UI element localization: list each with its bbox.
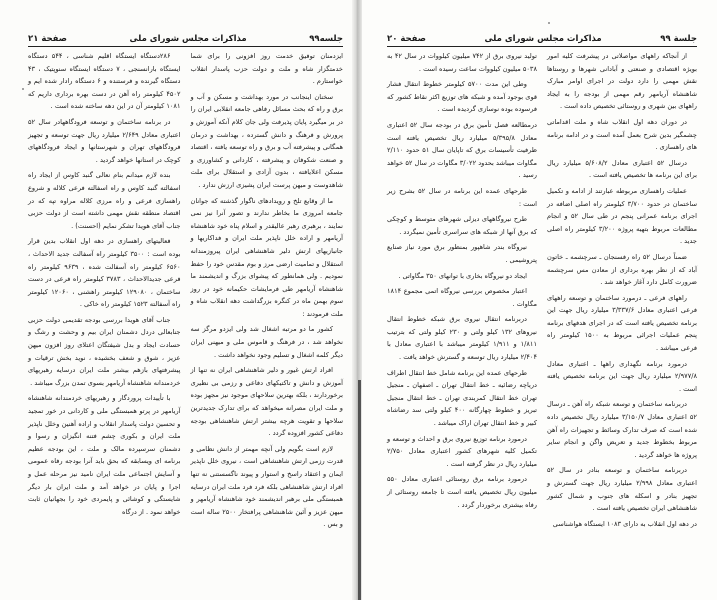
paragraph: درمورد برنامه توزیع نیروی برق و احداث و توسعه و تکمیل کلیه شهرهای کشور اعتباری معادل ۲/۷۵۰ میلیارد ریال در نظر گرفته است . [387,434,537,468]
paragraph: در دهه اول انقلاب به دارای ۱۰۸۳ ایستگاه هواشناسی [552,519,697,528]
text-column-right [387,50,537,600]
paragraph: جناب آقای هویدا بررسی بودجه تقدیمی دولت حزبی جنابعالی دردل دشمنان ایران بیم و وحشت و رشگ و حسادت ایجاد و بدل شیفتگان اعتلای روز افزون میهن عزیز ، شوق و شعف بخشیده ، نوید بخش ترقیات و پیشرفتهای بازهم بیشتر ملت ایران درسایه رهبریهای خردمندانه شاهنشاه آریامهر بسوی تمدن بزرگ میباشد . [28,315,181,387]
right-page-columns [387,50,697,600]
paragraph: افراد ارتش غیور و دلیر شاهنشاهی ایران نه تنها از آموزش و دانش و تاکتیکهای دفاعی و رزمی بی نظیری برخوردارند ، بلکه بهترین سلاحهای موجود نیز مجهز بوده و ملت ایران مصرانه میخواهد که برای تدارک جدیدترین سلاحها و تقویت هرچه بیشتر ارتش شاهنشاهی بودجه دفاعی کشور افزوده گردد . [190,366,343,438]
paragraph: ایزدمنان توفیق خدمت روز افزونی را برای شما خدمتگزار شاه و ملت و دولت حزب پاسدار انقلاب خواستارم . [190,52,343,86]
left-page [0,0,357,600]
binding-edge [358,380,361,600]
scan-speck [22,88,24,90]
paragraph: بنده لازم میدانم بنام نعالی گنبد کاوس از ایجاد راه اسفالته گنبد کاوس و راه اسفالته فرعی کلاله و شروع راهسازی فرعی و راه مرزی کلاله مراوه تپه که در اقتصاد منطقه نقش مهمی داشته است از دولت حزبی جناب آقای هویدا تشکر نمایم (احسنت) . [28,171,181,230]
right-page-header [387,30,697,47]
paragraph: اعتبار مخصوص بررسی نیروگاه اتمی مجموع ۱۸۱۴ مگاوات . [387,287,537,308]
paragraph: ما از وقایع تلخ و رویدادهای ناگوار گذشته که جوانان جامعه امروزی ما بخاطر ندارند و تصور آنرا نیز نمی نمایند ، برهبری رهبر عالیقدر و اسلام پناه خود شاهنشاه آریامهر و اراده خلل ناپذیر ملت ایران و فداکاریها و جانبازیهای ارتش دلیر شاهنشاهی ایران پیروزمندانه استقلال و تمامیت ارضی مرز و بوم مقدس خود را حفظ نمودیم . ولی همانطور که پیشوای بزرگ و اندیشمند ما شاهنشاه آریامهر طی فرمایشات حکیمانه خود در روز سوم بهمن ماه در کنگره بزرگداشت دهه انقلاب شاه و ملت فرمودند : [190,196,343,318]
paragraph: طرحهای عمده این برنامه شامل خط انتقال اطراف دریاچه رضائیه ـ خط انتقال تهران ـ اصفهان ـ منجیل تهران خط انتقال کمربندی تهران ـ خط انتقال منجیل تبریز و خطوط چهارگانه ۴۰۰ کیلو ولتی سد رضاشاه کبیر و خط انتقال تهران اراک میباشد . [387,368,537,428]
left-page-columns [28,50,343,600]
paragraph: وطی این مدت ۵۷۰۰ کیلومتر خطوط انتقال فشار قوی بوجود آمده و شبکه های توزیع اکثر نقاط کشور که فرسوده بوده نوسازی گردیده است . [387,80,537,114]
paragraph: در برنامه ساختمان و توسعه فرودگاههادر سال ۵۲ اعتباری معادل ۲/۶۴۹ میلیارد ریال جهت توسعه و تجهیز فرودگاههای تهران و شهرستانها و ایجاد فرودگاههای کوچک در استانها خواهد گردید . [28,117,181,164]
paragraph: دربرنامه ساختمان و توسعه شبکه راه آهن ـ درسال ۵۲ اعتباری معادل ۳/۱۵۰/۷ میلیارد ریال تخصیص داده شده است که صرف تدارک وسائط و تجهیزات راه آهن مربوط بخطوط جدید و تعریض واگن و انجام سایر پروژه ها خواهد گردید . [547,400,697,459]
paragraph: کشور ما دو مرتبه اشغال شد ولی ایزدو مرگز سه نخواهد شد ، در فرهنگ و قاموس ملی و میهنی ایران دیگر کلمه اشغال و تسلیم وجود نخواهد داشت . [190,325,343,359]
paragraph: درمطالعه فصل تأمین برق در بودجه سال ۵۲ اعتباری معادل ۵/۳۹۵/۸ میلیارد ریال تخصیص یافته است ظرفیت تأسیسات برق که تاپایان سال ۵۱ حدود ۲/۱۱۰ مگاوات میباشد بحدود ۳/۰۲۲ مگاوات در سال ۵۲ خواهد رسید . [387,120,538,180]
text-column-left [547,50,697,600]
paragraph: ایجاد دو نیروگاه بخاری با توانهای ۳۵۰ مگاواتی . [398,271,527,280]
left-page-header [28,30,343,47]
paragraph: لازم است بگویم ولی آنچه مهمتر از دانش نظامی و قدرت رزمی ارتش شاهنشاهی است ، نیروی خلل ناپذیر ایمان و اعتقاد راسخ و استوار و پیوند ناگسستنی نه تنها افراد ارتش شاهنشاهی بلکه فرد فرد ملت ایران درسایه همبستگی ملی برهبر اندیشمند خود شاهنشاه آریامهر و میهن عزیز و آئین شاهنشاهی پرافتخار ۲۵۰۰ ساله است و بس . [190,444,343,529]
text-column-left [191,50,344,600]
paragraph: عملیات راهسازی مربوطه عبارتند از ادامه و تکمیل ساختمان در حدود ۳/۷۰۰ کیلومتر راه اصلی اضافه در اجرای برنامه عمرانی پنجم در طی سال ۵۲ و انجام مطالعات مربوط بتهیه پروژه ۳/۲۰۰ کیلومتر راه اصلی جدید . [547,186,697,246]
paragraph: سخنان اینجانب در مورد بهداشت و مسکن و آب و برق و راه که بحث مسائل رفاهی جامعه انقلابی ایران را در بر میگیرد پایان پذیرفت ولی جان کلام آنکه آموزش و پرورش و فرهنگ و دانش گسترده ، بهداشت و درمان همگانی و پیشرفته آب و برق و راه توسعه یافته ، اقتصاد و صنعت شکوفان و پیشرفته ، کاردانی و کشاورزی و مسکن اعلایافته ، بدون آزادی و استقلال برای ملت شاهدوست و میهن پرست ایران پشیزی ارزش ندارد . [190,92,343,189]
paragraph: فعالیتهای راهسازی در دهه اول انقلاب بدین قرار بوده است : ۳۵۰۰ کیلومتر راه آسفالت جدید الاحداث ، ۶۵۶۰ کیلومتر راه آسفالت شده ، ۹۶۳۹ کیلومتر راه فرعی جدیدالاحداث ، ۳۷۸۳ کیلومتر راه فرعی در دست ساختمان ، ۱۲۹۰۸۰ کیلومتر راهشنی ، ۱۲۰۶۰ کیلومتر راه آسفالته ۱۵۲۳ کیلومتر راه خاکی . [28,237,181,309]
paragraph: دربرنامه انتقال نیروی برق شبکه خطوط انتقال نیروهای ۱۳۲ کیلو ولتی و ۲۳۰ کیلو ولتی که بترتیب ۱/۸۱۱ و ۱/۹۱۱ کیلومتر میباشد با اعتباری معادل با ۲/۴۰۴ میلیارد ریال توسعه و گسترش خواهد یافت . [387,315,538,362]
page-number: صفحة ۲۱ [28,34,67,44]
paragraph: ضمناً درسال ۵۲ راه رفسنجان ـ سرچشمه ـ خاتون آباد که از نظر بهره برداری از معادن مس سرچشمه ضرورت کامل دارد آغاز خواهد شد . [547,252,697,287]
paragraph: طرحهای عمده این برنامه در سال ۵۲ بشرح زیر است : [387,186,537,208]
running-title: مذاکرات مجلس شورای ملی [129,34,247,44]
scan-speck [548,22,550,24]
paragraph: ۲۸۶دستگاه ایستگاه اقلیم شناسی ، ۵۴۴ دستگاه ایستگاه بارانسنجی ، ۷ دستگاه ایستگاه سنوپتیک ، ۴۳ دستگاه گیرنده و فرستنده و ۶ دستگاه رادار شده ایم و ۴۵۰۲ کیلومتر راه آهن در دست بهره برداری داریم که ۱۰۸۱ کیلومتر آن در این دهه ساخته شده است . [28,52,181,111]
paragraph: درمورد برنامه نگهداری راهها ـ اعتباری معادل ۲/۹۷۷/۸ میلیارد ریال جهت این برنامه تخصیص یافته است . [547,359,697,393]
paragraph: دربرنامه ساختمان و توسعه بنادر در سال ۵۲ اعتباری معادل ۲/۹۹۸ میلیارد ریال جهت گسترش و تجهیز بنادر و اسکله های جنوب و شمال کشور شاهنشاهی ایران تخصیص یافته است . [547,466,697,513]
paragraph: درسال ۵۲ اعتباری معادل ۵/۶۰۸/۲ میلیارد ریال برای این برنامه ها تخصیص یافته است . [547,158,697,180]
session-label: جلسة ۹۹ [660,34,697,44]
paragraph: با تأییدات پروردگار و رهبریهای خردمندانه شاهنشاه آریامهر در پرتو همبستگی ملی و کاردانی در خور تمجید و تحسین دولت پاسدار انقلاب و اراده آهنین وخلل ناپذیر ملت ایران و بکوری چشم فتنه انگیزان و رسوا و دشمنان سرسپرده مالک و ملت ، این بودجه عظیم برنامه ای ویسابقه که بحق باید آنرا بودجه رفاه عمومی و آسایش اجتماعی ملت ایران نامید نیز مرحله عمل و اجرا و پایان در خواهد آمد و ملت ایران بار دیگر شایستگی و کوشائی و پایمردی خود را بجهانیان ثابت خواهد نمود . از درگاه [28,394,181,516]
paragraph: از آنجاکه راههای مواصلاتی در پیشرفت کلیه امور بویژه اقتصادی و صنعتی و آبادانی شهرها و روستاها نقش مهمی را دارد دولت در اجرای اوامر مبارک شاهنشاه آریامهر رقم مهمی از بودجه را به ایجاد راههای بین شهری و روستائی تخصیص داده است . [547,52,697,111]
paragraph: نیروگاه بندر شاهپور بمنظور برق مورد نیاز صنایع پتروشیمی . [387,243,537,264]
right-page [357,0,717,600]
paragraph: طرح نیروگاههای دیزلی شهرهای متوسط و کوچکی که برق آنها از شبکه های سراسری تأمین نمیگردد . [387,215,537,236]
text-column-right [28,50,181,600]
running-title: مذاکرات مجلس شورای ملی [484,34,602,44]
session-label: جلسه۹۹ [309,34,343,44]
paragraph: درمورد برنامه برق روستائی اعتباری معادل ۵۵۰ میلیون ریال تخصیص یافته است تا جامعه روستائی از رفاه بیشتری برخوردار گردد . [387,475,537,509]
paragraph: تولید نیروی برق از ۷۴۲ میلیون کیلووات در سال ۴۲ به ۵۰۳۸ میلیون کیلووات ساعت رسیده است . [387,52,538,73]
paragraph: در دوران دهه اول انقلاب شاه و ملت اقداماتی چشمگیر بدین شرح بعمل آمده است و در ادامه برنامه های راهسازی . [547,117,697,152]
paragraph: راههای فرعی ـ درمورد ساختمان و توسعه راههای فرعی اعتباری معادل ۳/۳۳۷/۶ میلیارد ریال جهت این برنامه تخصیص یافته است که در اجرای هدفهای برنامه پنجم عملیات اجرائی مربوط به ۱۵۰۰ کیلومتر راه فرعی میباشد . [547,293,697,353]
page-number: صفحة ۲۰ [387,34,426,44]
